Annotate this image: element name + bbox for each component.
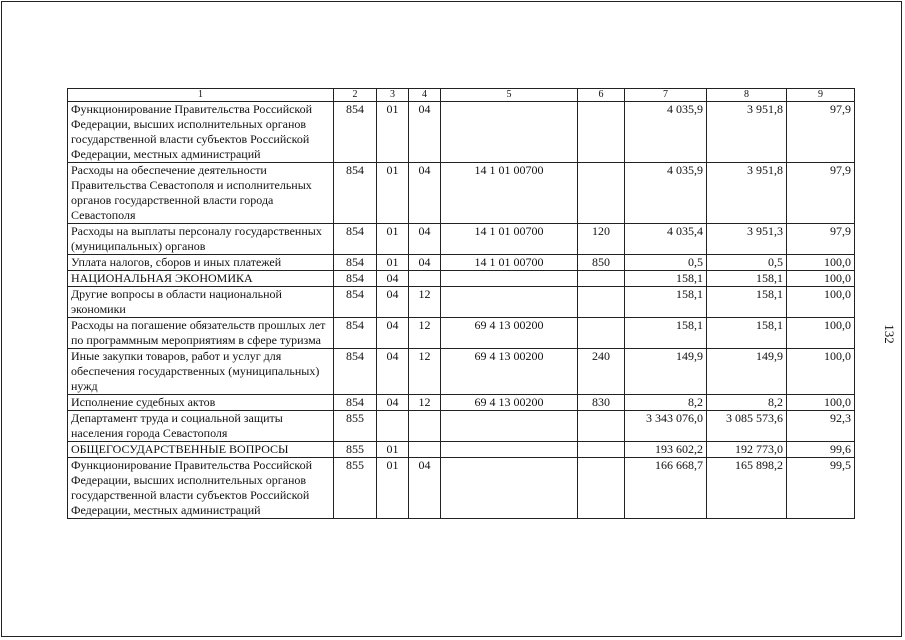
subsection-code-cell: 04 <box>409 458 441 519</box>
page-number: 132 <box>882 324 897 344</box>
section-code-cell: 01 <box>377 102 409 163</box>
subsection-code-cell: 12 <box>409 318 441 349</box>
target-article-cell: 69 4 13 00200 <box>441 395 578 411</box>
row-name-cell: Расходы на погашение обязательств прошлых лет по программным мероприятиям в сфере туризма <box>68 318 334 349</box>
target-article-cell <box>441 271 578 287</box>
table-row <box>68 224 855 255</box>
table-row <box>68 102 855 163</box>
planned-amount-cell: 149,9 <box>625 349 707 395</box>
subsection-code-cell: 04 <box>409 102 441 163</box>
ministry-code-cell: 854 <box>334 318 377 349</box>
ministry-code-cell: 854 <box>334 255 377 271</box>
planned-amount-cell: 158,1 <box>625 287 707 318</box>
expense-type-cell: 240 <box>578 349 625 395</box>
planned-amount-cell: 158,1 <box>625 318 707 349</box>
row-name-cell: Департамент труда и социальной защиты населения города Севастополя <box>68 411 334 442</box>
target-article-cell <box>441 102 578 163</box>
execution-percent-cell: 99,5 <box>787 458 855 519</box>
executed-amount-cell: 149,9 <box>707 349 787 395</box>
table-row <box>68 271 855 287</box>
ministry-code-cell: 854 <box>334 271 377 287</box>
column-header: 6 <box>578 89 625 102</box>
ministry-code-cell: 854 <box>334 395 377 411</box>
row-name-cell: Уплата налогов, сборов и иных платежей <box>68 255 334 271</box>
expense-type-cell <box>578 102 625 163</box>
column-header: 1 <box>68 89 334 102</box>
target-article-cell <box>441 442 578 458</box>
executed-amount-cell: 158,1 <box>707 287 787 318</box>
ministry-code-cell: 854 <box>334 102 377 163</box>
executed-amount-cell: 192 773,0 <box>707 442 787 458</box>
expense-type-cell <box>578 163 625 224</box>
column-header: 2 <box>334 89 377 102</box>
subsection-code-cell <box>409 271 441 287</box>
section-code-cell: 04 <box>377 349 409 395</box>
planned-amount-cell: 4 035,9 <box>625 102 707 163</box>
table-row <box>68 318 855 349</box>
column-header: 7 <box>625 89 707 102</box>
target-article-cell: 69 4 13 00200 <box>441 349 578 395</box>
row-name-cell: Расходы на выплаты персоналу государственных (муниципальных) органов <box>68 224 334 255</box>
execution-percent-cell: 100,0 <box>787 349 855 395</box>
section-code-cell: 01 <box>377 255 409 271</box>
subsection-code-cell: 12 <box>409 395 441 411</box>
table-body <box>68 102 855 519</box>
ministry-code-cell: 855 <box>334 442 377 458</box>
expense-type-cell: 120 <box>578 224 625 255</box>
section-code-cell: 01 <box>377 224 409 255</box>
table-row <box>68 287 855 318</box>
planned-amount-cell: 8,2 <box>625 395 707 411</box>
execution-percent-cell: 100,0 <box>787 287 855 318</box>
expense-type-cell <box>578 287 625 318</box>
column-header: 8 <box>707 89 787 102</box>
planned-amount-cell: 4 035,9 <box>625 163 707 224</box>
executed-amount-cell: 3 085 573,6 <box>707 411 787 442</box>
subsection-code-cell <box>409 411 441 442</box>
planned-amount-cell: 3 343 076,0 <box>625 411 707 442</box>
section-code-cell: 01 <box>377 163 409 224</box>
target-article-cell <box>441 458 578 519</box>
target-article-cell <box>441 411 578 442</box>
section-code-cell: 04 <box>377 318 409 349</box>
ministry-code-cell: 854 <box>334 163 377 224</box>
expense-type-cell <box>578 271 625 287</box>
column-header: 4 <box>409 89 441 102</box>
subsection-code-cell: 04 <box>409 163 441 224</box>
table-header-row <box>68 89 855 102</box>
target-article-cell: 14 1 01 00700 <box>441 163 578 224</box>
expense-type-cell <box>578 442 625 458</box>
ministry-code-cell: 854 <box>334 224 377 255</box>
expense-type-cell <box>578 318 625 349</box>
executed-amount-cell: 8,2 <box>707 395 787 411</box>
expense-type-cell <box>578 411 625 442</box>
table-row <box>68 442 855 458</box>
planned-amount-cell: 4 035,4 <box>625 224 707 255</box>
table-row <box>68 349 855 395</box>
row-name-cell: Другие вопросы в области национальной экономики <box>68 287 334 318</box>
ministry-code-cell: 854 <box>334 349 377 395</box>
table-row <box>68 411 855 442</box>
subsection-code-cell: 04 <box>409 224 441 255</box>
budget-execution-table <box>67 88 855 519</box>
column-header: 5 <box>441 89 578 102</box>
section-code-cell: 04 <box>377 395 409 411</box>
row-name-cell: Исполнение судебных актов <box>68 395 334 411</box>
row-name-cell: ОБЩЕГОСУДАРСТВЕННЫЕ ВОПРОСЫ <box>68 442 334 458</box>
planned-amount-cell: 193 602,2 <box>625 442 707 458</box>
execution-percent-cell: 97,9 <box>787 102 855 163</box>
table-row <box>68 255 855 271</box>
execution-percent-cell: 100,0 <box>787 395 855 411</box>
section-code-cell <box>377 411 409 442</box>
row-name-cell: Расходы на обеспечение деятельности Правительства Севастополя и исполнительных органов государственной власти города Севастополя <box>68 163 334 224</box>
execution-percent-cell: 92,3 <box>787 411 855 442</box>
column-header: 9 <box>787 89 855 102</box>
planned-amount-cell: 0,5 <box>625 255 707 271</box>
row-name-cell: Функционирование Правительства Российской Федерации, высших исполнительных органов государственной власти субъектов Российской Федерации, местных администраций <box>68 102 334 163</box>
executed-amount-cell: 3 951,8 <box>707 102 787 163</box>
executed-amount-cell: 165 898,2 <box>707 458 787 519</box>
execution-percent-cell: 100,0 <box>787 318 855 349</box>
row-name-cell: НАЦИОНАЛЬНАЯ ЭКОНОМИКА <box>68 271 334 287</box>
row-name-cell: Иные закупки товаров, работ и услуг для обеспечения государственных (муниципальных) нужд <box>68 349 334 395</box>
execution-percent-cell: 97,9 <box>787 224 855 255</box>
expense-type-cell: 850 <box>578 255 625 271</box>
execution-percent-cell: 97,9 <box>787 163 855 224</box>
subsection-code-cell: 04 <box>409 255 441 271</box>
planned-amount-cell: 158,1 <box>625 271 707 287</box>
expense-type-cell <box>578 458 625 519</box>
column-header: 3 <box>377 89 409 102</box>
execution-percent-cell: 100,0 <box>787 255 855 271</box>
ministry-code-cell: 855 <box>334 411 377 442</box>
execution-percent-cell: 99,6 <box>787 442 855 458</box>
subsection-code-cell <box>409 442 441 458</box>
executed-amount-cell: 3 951,3 <box>707 224 787 255</box>
target-article-cell <box>441 287 578 318</box>
section-code-cell: 01 <box>377 458 409 519</box>
target-article-cell: 14 1 01 00700 <box>441 255 578 271</box>
ministry-code-cell: 855 <box>334 458 377 519</box>
executed-amount-cell: 158,1 <box>707 318 787 349</box>
subsection-code-cell: 12 <box>409 349 441 395</box>
row-name-cell: Функционирование Правительства Российской Федерации, высших исполнительных органов государственной власти субъектов Российской Федерации, местных администраций <box>68 458 334 519</box>
executed-amount-cell: 0,5 <box>707 255 787 271</box>
target-article-cell: 14 1 01 00700 <box>441 224 578 255</box>
table-row <box>68 458 855 519</box>
target-article-cell: 69 4 13 00200 <box>441 318 578 349</box>
expense-type-cell: 830 <box>578 395 625 411</box>
section-code-cell: 04 <box>377 287 409 318</box>
table-row <box>68 163 855 224</box>
ministry-code-cell: 854 <box>334 287 377 318</box>
subsection-code-cell: 12 <box>409 287 441 318</box>
executed-amount-cell: 158,1 <box>707 271 787 287</box>
section-code-cell: 01 <box>377 442 409 458</box>
execution-percent-cell: 100,0 <box>787 271 855 287</box>
section-code-cell: 04 <box>377 271 409 287</box>
table-row <box>68 395 855 411</box>
executed-amount-cell: 3 951,8 <box>707 163 787 224</box>
planned-amount-cell: 166 668,7 <box>625 458 707 519</box>
